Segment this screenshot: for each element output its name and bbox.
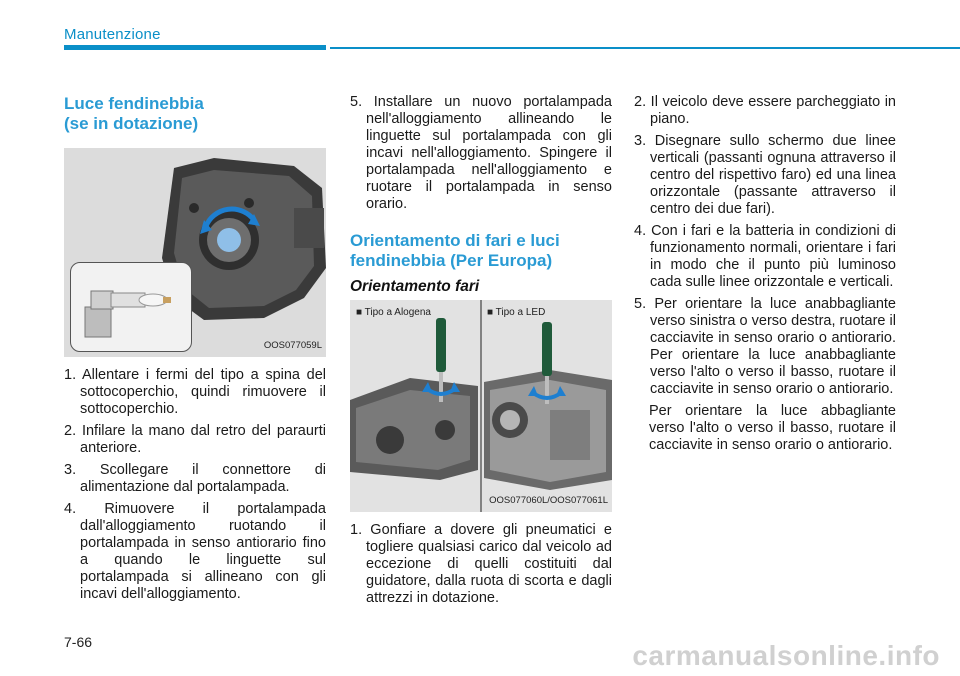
list-item: 3. Scollegare il connettore di alimentazione dal portalampada. (64, 462, 326, 495)
list-item: 2. Infilare la mano dal retro del paraurti anteriore. (64, 423, 326, 456)
high-beam-note: Per orientare la luce abbagliante verso l'alto o verso il basso, ruotare il cacciavite in senso orario o antiorario. (649, 403, 896, 453)
figure-code: OOS077059L (263, 340, 322, 351)
list-item: 5. Installare un nuovo portalampada nell'alloggiamento allineando le linguette sul portalampada con gli incavi nell'alloggiamento. Spingere il portalampada nell'alloggiamento e ruotare il portalampada in senso orario. (350, 94, 612, 212)
fog-lamp-title-line2: (se in dotazione) (64, 114, 199, 133)
aiming-title-line1: Orientamento di fari e luci (350, 231, 560, 250)
list-item: 4. Con i fari e la batteria in condizioni di funzionamento normali, orientare i fari in modo che il punto più luminoso cada sulle linee orizzontale e verticali. (634, 223, 896, 290)
fog-lamp-title (64, 94, 326, 134)
list-item: 5. Per orientare la luce anabbagliante verso sinistra o verso destra, ruotare il cacciavite in senso orario o antiorario. Per orientare la luce anabbagliante verso l'alto o verso il basso, ruotare il cacciavite in senso orario o antiorario. (634, 296, 896, 397)
list-item: 2. Il veicolo deve essere parcheggiato in piano. (634, 94, 896, 127)
header-rule-thick (64, 45, 326, 50)
list-item: 1. Gonfiare a dovere gli pneumatici e togliere qualsiasi carico dal veicolo ad eccezione di quelli costituiti dal guidatore, dalla ruota di scorta e dagli attrezzi in dotazione. (350, 522, 612, 606)
column-3 (634, 94, 896, 454)
column-1 (64, 94, 326, 608)
aiming-steps (350, 522, 612, 607)
fog-lamp-figure (64, 148, 326, 357)
page-number: 7-66 (64, 634, 93, 650)
headlamp-aiming-subtitle: Orientamento fari (350, 278, 480, 295)
watermark: carmanualsonline.info (632, 640, 940, 671)
headlamp-aiming-figure (350, 300, 612, 512)
list-item: 1. Allentare i fermi del tipo a spina del sottocoperchio, quindi rimuovere il sottocoperchio. (64, 367, 326, 417)
bulb-inset (70, 262, 192, 352)
list-item: 4. Rimuovere il portalampada dall'alloggiamento ruotando il portalampada in senso antiorario fino a quando le linguette sul portalampada si allineano con gli incavi dell'alloggiamento. (64, 501, 326, 602)
list-item: 3. Disegnare sullo schermo due linee verticali (passanti ognuna attraverso il centro del rispettivo faro) ed una linea orizzontale (passante attraverso il centro dei due fari). (634, 133, 896, 217)
figure-label-led: ■ Tipo a LED (487, 307, 546, 318)
header-rule-thin (330, 47, 960, 49)
aiming-title-line2: fendinebbia (Per Europa) (350, 251, 553, 270)
bulb-icon (71, 263, 191, 351)
column-2 (350, 94, 612, 612)
fog-lamp-title-line1: Luce fendinebbia (64, 94, 204, 113)
figure-label-halogen: ■ Tipo a Alogena (356, 307, 431, 318)
figure-code: OOS077060L/OOS077061L (489, 495, 608, 506)
fog-lamp-steps-continued (350, 94, 612, 213)
aiming-title (350, 231, 612, 271)
aiming-steps-continued (634, 94, 896, 398)
headlamp-illustration (350, 300, 612, 512)
section-title: Manutenzione (64, 26, 161, 43)
fog-lamp-steps (64, 367, 326, 603)
